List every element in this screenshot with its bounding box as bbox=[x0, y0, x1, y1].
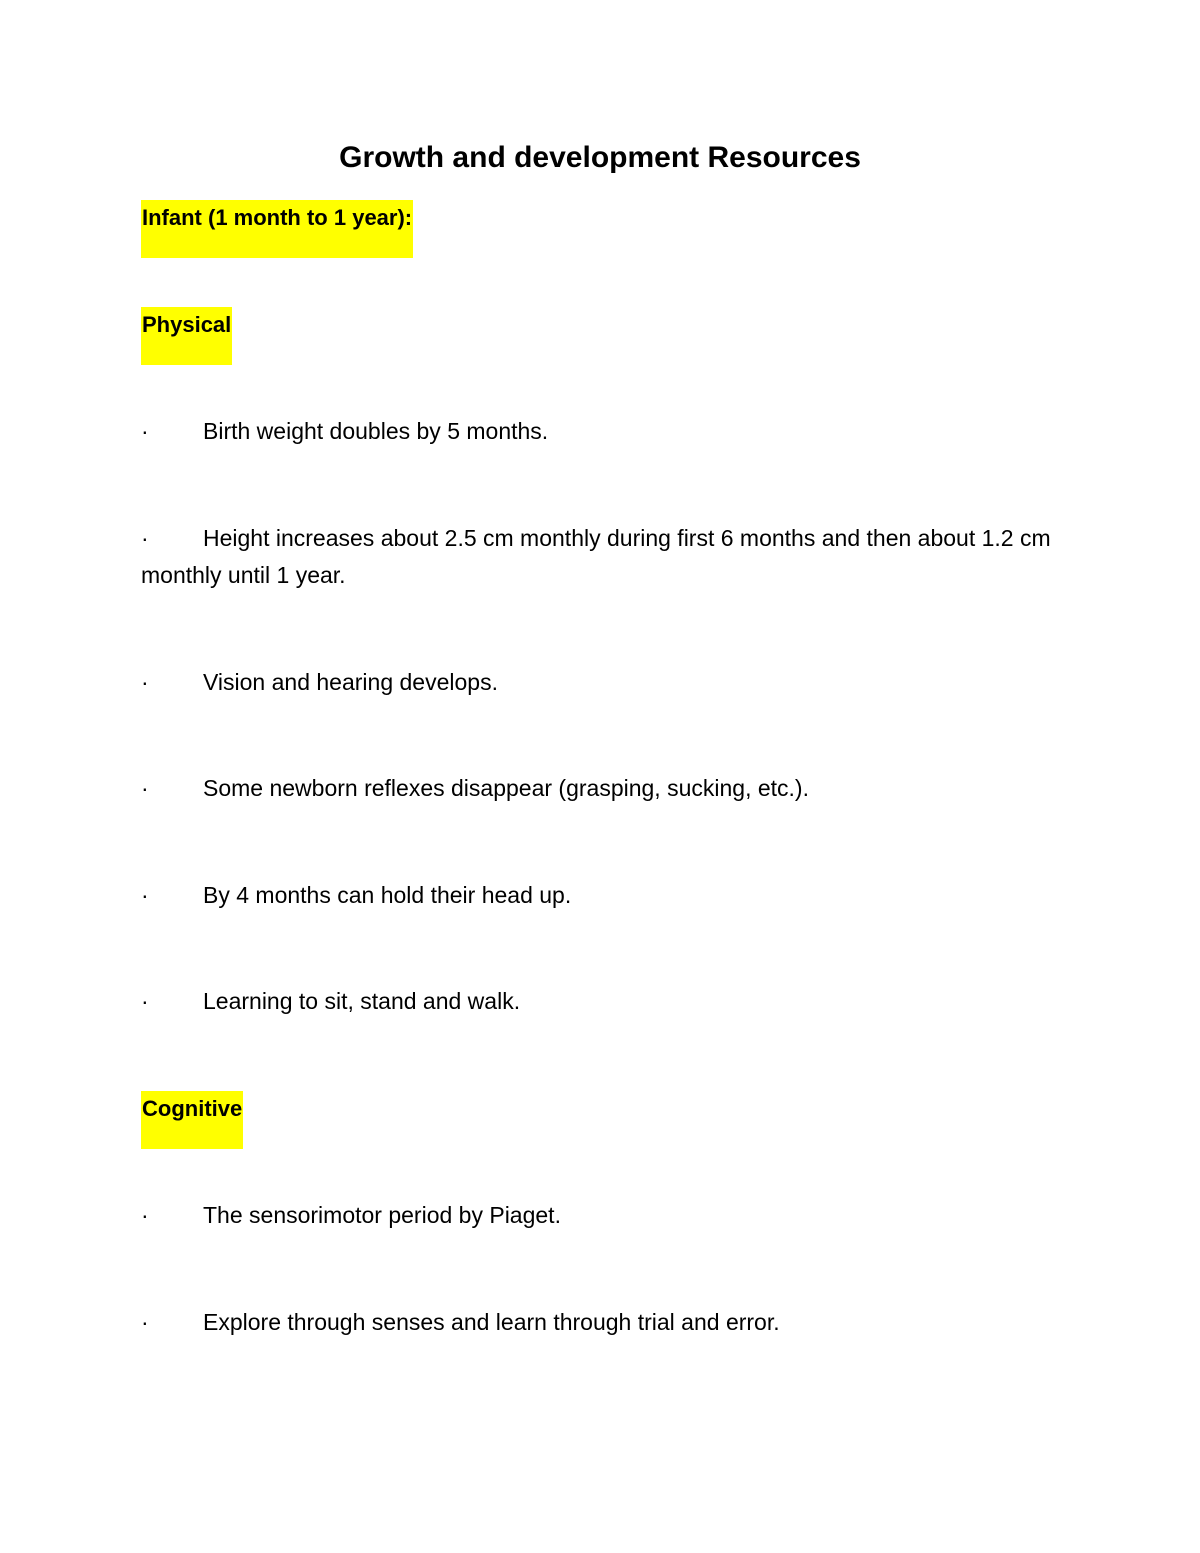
bullet-icon: · bbox=[141, 418, 149, 444]
list-item bbox=[141, 664, 1101, 701]
bullet-icon: · bbox=[141, 988, 149, 1014]
section-heading-infant: Infant (1 month to 1 year): bbox=[141, 200, 413, 258]
bullet-icon: · bbox=[141, 525, 149, 551]
list-item bbox=[141, 520, 1101, 594]
bullet-icon: · bbox=[141, 775, 149, 801]
list-item-text: Vision and hearing develops. bbox=[203, 669, 498, 695]
list-item bbox=[141, 1197, 1101, 1234]
list-item bbox=[141, 877, 1101, 914]
list-item-text: Learning to sit, stand and walk. bbox=[203, 988, 521, 1014]
bullet-icon: · bbox=[141, 669, 149, 695]
list-item-text: The sensorimotor period by Piaget. bbox=[203, 1202, 561, 1228]
list-item bbox=[141, 413, 1101, 450]
subsection-heading-physical: Physical bbox=[141, 307, 232, 365]
list-item-text: Height increases about 2.5 cm monthly during first 6 months and then about 1.2 cm monthly until 1 year. bbox=[141, 525, 1051, 588]
bullet-icon: · bbox=[141, 1202, 149, 1228]
subsection-heading-cognitive: Cognitive bbox=[141, 1091, 243, 1149]
list-item-text: Birth weight doubles by 5 months. bbox=[203, 418, 549, 444]
bullet-icon: · bbox=[141, 1309, 149, 1335]
list-item-text: Some newborn reflexes disappear (grasping, sucking, etc.). bbox=[203, 775, 809, 801]
list-item-text: Explore through senses and learn through trial and error. bbox=[203, 1309, 780, 1335]
page-title: Growth and development Resources bbox=[339, 141, 861, 174]
list-item bbox=[141, 1304, 1101, 1341]
list-item bbox=[141, 983, 1101, 1020]
list-item bbox=[141, 770, 1101, 807]
list-item-text: By 4 months can hold their head up. bbox=[203, 882, 572, 908]
bullet-icon: · bbox=[141, 882, 149, 908]
